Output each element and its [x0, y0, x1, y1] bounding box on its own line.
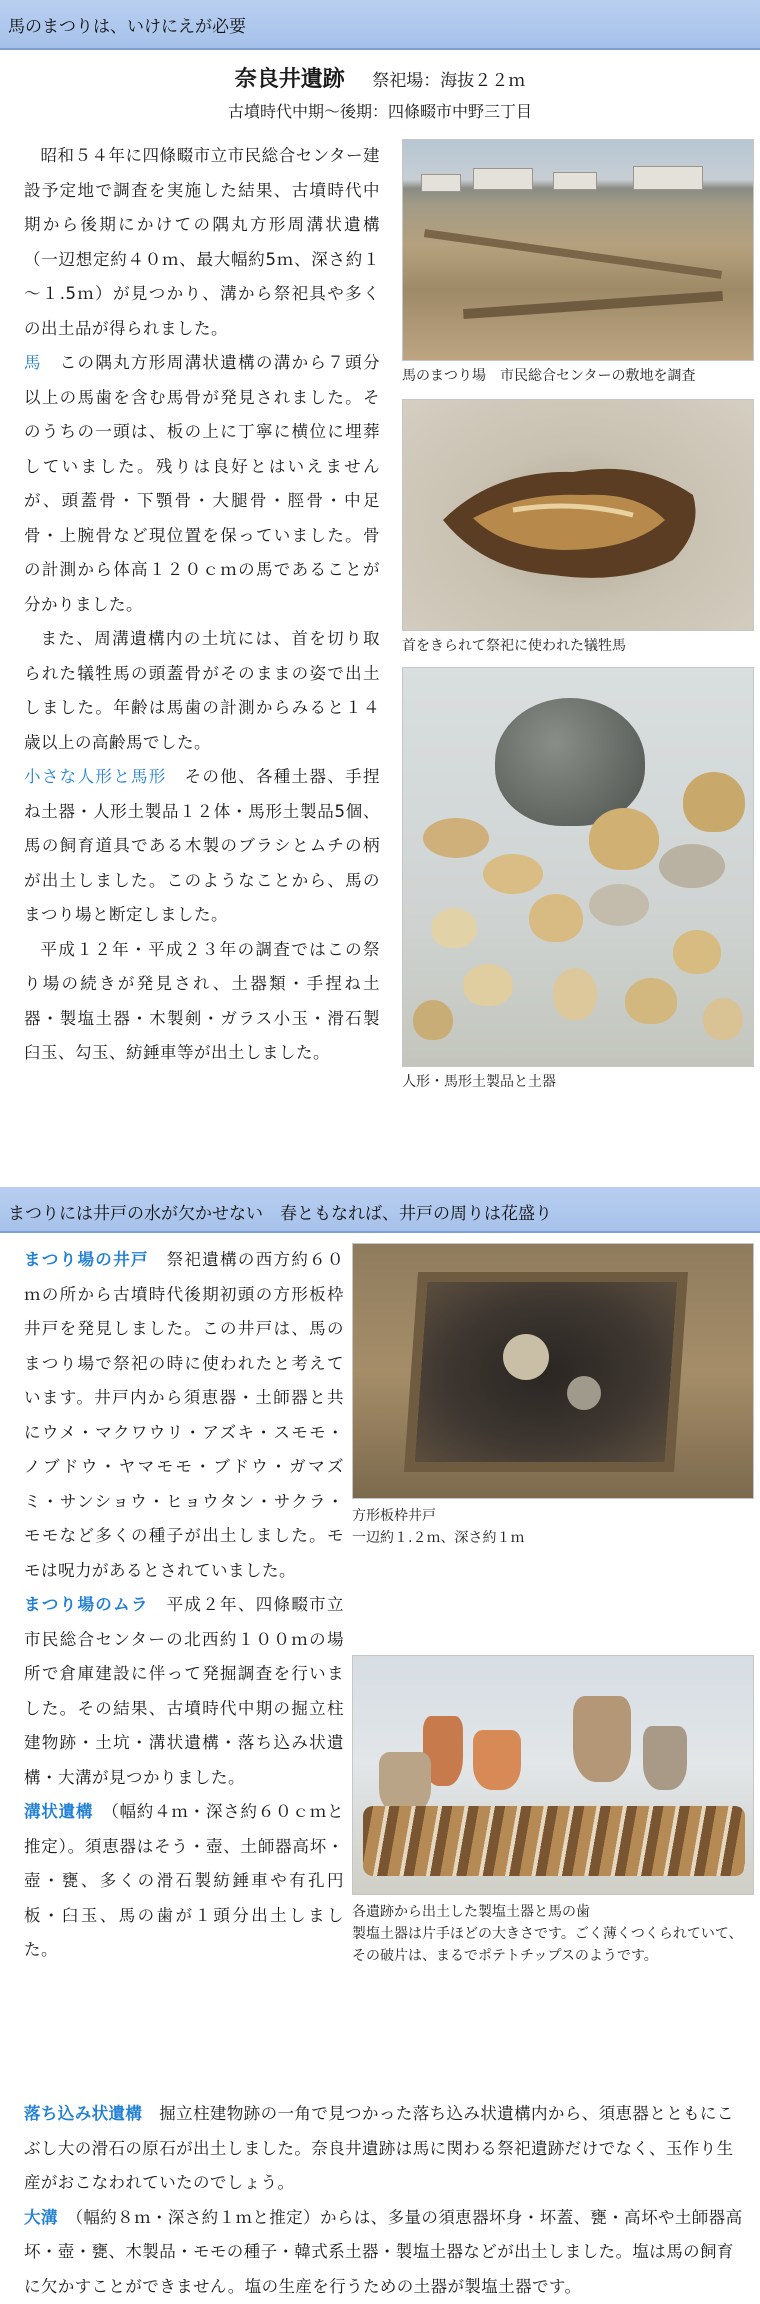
section1-body: [0, 125, 760, 1187]
horse-skull-shape: [403, 400, 754, 631]
paragraph-later-surveys: 平成１２年・平成２３年の調査ではこの祭り場の続きが発見され、土器類・手捏ね土器・製塩土器・木製剣・ガラス小玉・滑石製臼玉、勾玉、紡錘車等が出土しました。: [24, 933, 380, 1071]
site-meta: 祭祀場：海抜２２ｍ: [372, 71, 525, 91]
paragraph-well-text: 祭祀遺構の西方約６０ｍの所から古墳時代後期初頭の方形板枠井戸を発見しました。この井戸は、馬のまつり場で祭祀の時に使われたと考えています。井戸内から須恵器・土師器と共にウメ・マクワウリ・アズキ・スモモ・ノブドウ・ヤマモモ・ブドウ・ガマズミ・サンショウ・ヒョウタン・サクラ・モモなど多くの種子が出土しました。モモは呪力があるとされていました。: [24, 1250, 344, 1580]
bowl-shape: [659, 844, 725, 888]
paragraph-village: [24, 1588, 344, 1795]
paragraph-horse-text: この隅丸方形周溝状遺構の溝から７頭分以上の馬歯を含む馬骨が発見されました。そのうちの一頭は、板の上に丁寧に横位に埋葬していました。残りは良好とはいえませんが、頭蓋骨・下顎骨・大腿骨・脛骨・中足骨・上腕骨など現位置を保っていました。骨の計測から体高１２０ｃｍの馬であることが分かりました。: [24, 353, 380, 614]
caption-figurines: 人形・馬形土製品と土器: [402, 1071, 754, 1093]
figurine-shape: [553, 968, 597, 1020]
salt-pot-shape: [379, 1752, 431, 1814]
caption-excavation: 馬のまつり場 市民総合センターの敷地を調査: [402, 365, 754, 387]
building-shape: [553, 172, 597, 190]
pot-shape: [703, 998, 743, 1040]
caption-well-line1: 方形板枠井戸: [352, 1505, 754, 1527]
paragraph-ditch: [24, 1795, 344, 1968]
paragraph-bigditch-text: （幅約８ｍ・深さ約１ｍと推定）からは、多量の須恵器坏身・坏蓋、甕・高坏や土師器高坏・壺・甕、木製品・モモの種子・韓式系土器・製塩土器などが出土しました。塩は馬の飼育に欠かすことができません。塩の生産を行うための土器が製塩土器です。: [24, 2208, 742, 2296]
heading-horse: 馬: [24, 353, 42, 372]
vessel-shape: [567, 1376, 601, 1410]
pot-shape: [625, 978, 677, 1024]
paragraph-figures: [24, 760, 380, 933]
pot-shape: [683, 772, 745, 832]
paragraph-figures-text: その他、各種土器、手捏ね土器・人形土製品１２体・馬形土製品5個、馬の飼育道具である木製のブラシとムチの柄が出土しました。このようなことから、馬のまつり場と断定しました。: [24, 767, 380, 924]
salt-pot-shape: [573, 1696, 631, 1782]
caption-salt-line2: 製塩土器は片手ほどの大きさです。ごく薄くつくられていて、その破片は、まるでポテトチップスのようです。: [352, 1923, 754, 1967]
pot-shape: [589, 808, 659, 870]
building-shape: [473, 168, 533, 190]
heading-village: まつり場のムラ: [24, 1595, 149, 1614]
paragraph-ditch-text: （幅約４ｍ・深さ約６０ｃｍと推定）。須恵器はそう・壺、土師器高坏・壺・甕、多くの滑石製紡錘車や有孔円板・臼玉、馬の歯が１頭分出土しました。: [24, 1802, 344, 1959]
paragraph-survey: 昭和５４年に四條畷市立市民総合センター建設予定地で調査を実施した結果、古墳時代中期から後期にかけての隅丸方形周溝状遺構（一辺想定約４０ｍ、最大幅約5ｍ、深さ約１～１.5ｍ）が見つかり、溝から祭祀具や多くの出土品が得られました。: [24, 139, 380, 346]
paragraph-horse: [24, 346, 380, 622]
site-name: 奈良井遺跡: [235, 67, 345, 92]
heading-well: まつり場の井戸: [24, 1250, 149, 1269]
pot-shape: [413, 1000, 453, 1040]
paragraph-bigditch: [24, 2201, 750, 2304]
pot-shape: [529, 894, 583, 942]
paragraph-well: [24, 1243, 344, 1588]
paragraph-depression: [24, 2097, 750, 2201]
paragraph-village-text: 平成２年、四條畷市立市民総合センターの北西約１００ｍの場所で倉庫建設に伴って発掘調査を行いました。その結果、古墳時代中期の掘立柱建物跡・土坑・溝状遺構・落ち込み状遺構・大溝が見つかりました。: [24, 1595, 344, 1787]
caption-horse-skull: 首をきられて祭祀に使われた犠牲馬: [402, 635, 754, 657]
heading-figures: 小さな人形と馬形: [24, 767, 167, 786]
caption-well-line2: 一辺約１.２ｍ、深さ約１ｍ: [352, 1527, 754, 1549]
ditch-shape: [424, 229, 722, 279]
section2-fullwidth-text: [24, 2097, 750, 2304]
photo-horse-skull: [402, 399, 754, 631]
heading-ditch: 溝状遺構: [24, 1802, 93, 1821]
jar-shape: [495, 698, 645, 826]
caption-salt-line1: 各遺跡から出土した製塩土器と馬の歯: [352, 1901, 754, 1923]
paragraph-depression-text: 掘立柱建物跡の一角で見つかった落ち込み状遺構内から、須恵器とともにこぶし大の滑石の原石が出土しました。奈良井遺跡は馬に関わる祭祀遺跡だけでなく、玉作り生産がおこなわれていたのでしょう。: [24, 2104, 734, 2192]
ditch-shape: [463, 291, 723, 319]
well-shape: [404, 1272, 688, 1472]
vessel-shape: [503, 1334, 549, 1380]
heading-bigditch: 大溝: [24, 2208, 58, 2227]
pot-shape: [673, 930, 721, 974]
section1-text: [24, 139, 380, 1071]
photo-well: [352, 1243, 754, 1499]
salt-pot-shape: [473, 1730, 521, 1790]
horse-teeth-shape: [363, 1806, 745, 1876]
section2-banner: [0, 1187, 760, 1233]
section1-banner-text: 馬のまつりは、いけにえが必要: [8, 17, 246, 37]
photo-salt-pottery: [352, 1655, 754, 1895]
salt-pot-shape: [643, 1726, 687, 1790]
photo-excavation-site: [402, 139, 754, 361]
building-shape: [421, 174, 461, 192]
paragraph-sacrifice: また、周溝遺構内の土坑には、首を切り取られた犠牲馬の頭蓋骨がそのままの姿で出土しました。年齢は馬歯の計測からみると１４歳以上の高齢馬でした。: [24, 622, 380, 760]
caption-salt-pottery: [352, 1901, 754, 1967]
photo-clay-figurines: [402, 667, 754, 1067]
section2-body: [0, 1233, 760, 2299]
building-shape: [633, 166, 703, 190]
section2-banner-text: まつりには井戸の水が欠かせない 春ともなれば、井戸の周りは花盛り: [8, 1204, 552, 1224]
caption-well: [352, 1505, 754, 1549]
pot-shape: [463, 964, 513, 1006]
section2-text: [24, 1243, 344, 1968]
bowl-shape: [423, 818, 489, 858]
pot-shape: [431, 908, 477, 948]
site-header: [0, 50, 760, 125]
section1-banner: [0, 0, 760, 50]
heading-depression: 落ち込み状遺構: [24, 2104, 142, 2123]
bowl-shape: [483, 854, 543, 894]
bowl-shape: [589, 884, 649, 926]
period-location: 古墳時代中期～後期：四條畷市中野三丁目: [0, 99, 760, 125]
